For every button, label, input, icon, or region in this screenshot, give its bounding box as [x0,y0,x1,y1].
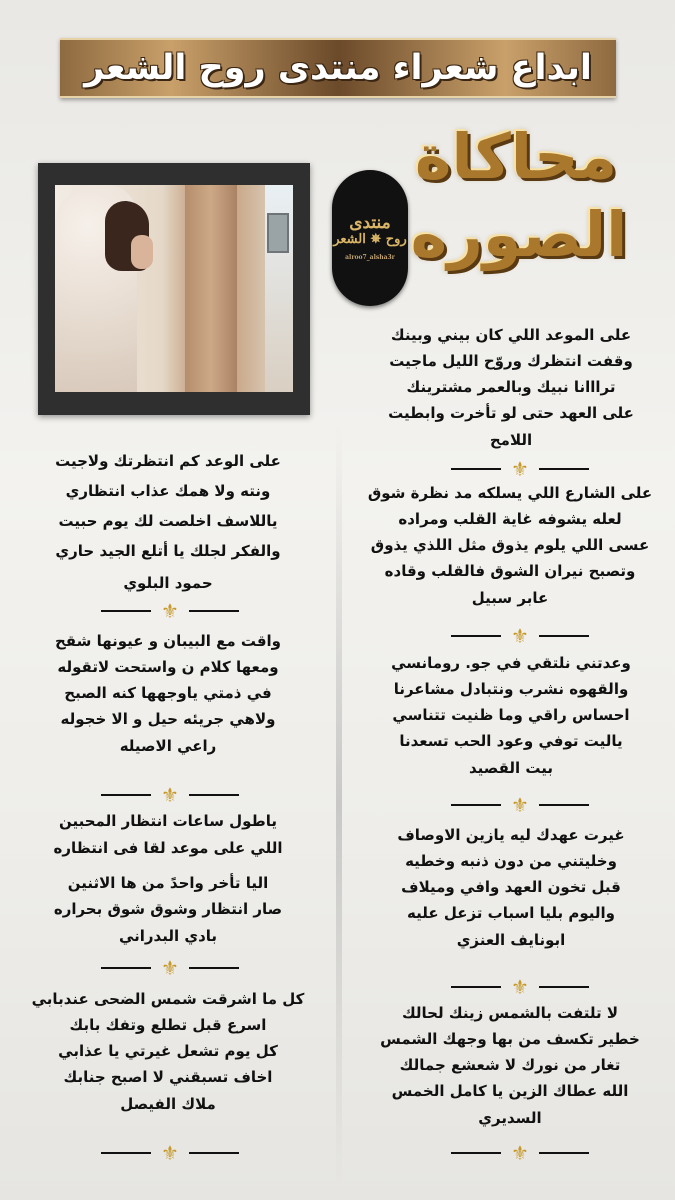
fleur-de-lis-icon: ⚜ [511,975,529,999]
heading-line-1: محاكاة [414,120,618,193]
poem-line: الله عطاك الزين يا كامل الخمس [391,1082,629,1100]
logo-line-1: منتدى [349,213,391,234]
poem-right-1 [358,322,664,454]
poem-line: اسرع قبل تطلع وتفك بابك [69,1016,267,1034]
poem-right-5 [352,1000,668,1132]
heading-line-2: الصوره [410,198,628,271]
separator [410,625,630,647]
poem-author: ملاك الفيصل [120,1095,216,1113]
title-banner [60,38,616,98]
poem-line: لا تلتفت بالشمس زينك لحالك [401,1004,619,1022]
separator [410,1142,630,1164]
logo-line-3: alroo7_alsha3r [345,254,395,262]
logo-line-2: روح ✵ الشعر [333,231,407,247]
fleur-de-lis-icon: ⚜ [511,1141,529,1165]
poem-line: وخليتني من دون ذنبه وخطيه [405,852,617,870]
poem-author: اللامح [489,431,533,449]
poem-line: على الوعد كم انتظرتك ولاجيت [55,452,281,470]
poem-left-4 [18,986,318,1118]
fleur-de-lis-icon: ⚜ [511,624,529,648]
poem-left-2 [22,628,314,760]
fleur-de-lis-icon: ⚜ [161,956,179,980]
separator [410,794,630,816]
poem-line: خطير تكسف من بها وجهك الشمس [380,1030,640,1048]
fleur-de-lis-icon: ⚜ [511,457,529,481]
poem-line: وتصبح نيران الشوق فالقلب وقاده [384,562,636,580]
poem-right-4 [358,822,664,954]
poem-line: احساس راقي وما ظنيت تتناسي [392,706,630,724]
separator [60,784,280,806]
poem-line: ولاهي جريئه حيل و الا خجوله [60,710,276,728]
poem-line: كل ما اشرقت شمس الضحى عندبابي [31,990,305,1008]
poem-line: غيرت عهدك ليه يازين الاوصاف [397,826,625,844]
separator [410,458,630,480]
poem-line: ترااانا نبيك وبالعمر مشترينك [406,378,616,396]
poem-line: وعدتني نلتقي في جو. رومانسي [391,654,631,672]
poem-author: بيت القصيد [469,759,553,777]
poem-right-3 [358,650,664,782]
poem-line: على الموعد اللي كان بيني وبينك [390,326,632,344]
fleur-de-lis-icon: ⚜ [161,1141,179,1165]
poem-line: والفكر لجلك يا أتلع الجيد حاري [55,542,281,560]
poem-line: ياليت توفي وعود الحب تسعدنا [399,732,623,750]
separator [60,957,280,979]
poem-author: عابر سبيل [471,589,549,607]
poem-line: تغار من نورك لا شعشع جمالك [399,1056,621,1074]
poem-line: قبل تخون العهد وافي وميلاف [401,878,621,896]
column-divider [336,425,342,1185]
poem-line: اللي على موعد لقا فى انتظاره [53,839,283,857]
poem-right-2 [352,480,668,612]
poem-author: راعي الاصيله [119,737,217,755]
fleur-de-lis-icon: ⚜ [161,599,179,623]
poem-line: كل يوم تشعل غيرتي يا عذابي [58,1042,278,1060]
poem-line: ياللاسف اخلصت لك يوم حبيت [58,512,278,530]
photo-frame [38,163,310,415]
poem-line: صار انتظار وشوق شوق بحراره [53,900,283,918]
fleur-de-lis-icon: ⚜ [511,793,529,817]
poem-line: والقهوه نشرب ونتبادل مشاعرنا [393,680,629,698]
separator [60,600,280,622]
poem-line: على العهد حتى لو تأخرت وابطيت [388,404,634,422]
poem-line: في ذمتي ياوجهها كنه الصبح [64,684,272,702]
poem-line: عسى اللي يلوم يذوق مثل اللذي يذوق [370,536,650,554]
poem-line: ونته ولا همك عذاب انتظاري [65,482,271,500]
poem-author: بادي البدراني [118,927,218,945]
poem-author: السديري [478,1109,542,1127]
poem-author: حمود البلوي [123,574,213,592]
woman-waiting-photo [55,185,293,392]
poem-left-3 [22,808,314,950]
separator [410,976,630,998]
poem-line: على الشارع اللي يسلكه مد نظرة شوق [367,484,653,502]
poem-left-1 [18,446,318,600]
poem-line: اخاف تسبقني لا اصبح جنابك [63,1068,273,1086]
fleur-de-lis-icon: ⚜ [161,783,179,807]
poem-line: ياطول ساعات انتظار المحبين [59,812,277,830]
poem-line: ومعها كلام ن واستحت لاتقوله [57,658,279,676]
poem-line: واقت مع البيبان و عيونها شقح [54,632,281,650]
poem-line: اليا تأخر واحدً من ها الاثنين [67,874,269,892]
poem-author: ابونايف العنزي [456,931,566,949]
forum-logo [332,170,408,306]
poem-line: لعله يشوفه غاية القلب ومراده [398,510,622,528]
banner-title: ابداع شعراء منتدى روح الشعر [84,48,592,88]
poem-line: وقفت انتظرك وروّح الليل ماجيت [389,352,633,370]
poem-line: واليوم بليا اسباب تزعل عليه [407,904,615,922]
separator [60,1142,280,1164]
